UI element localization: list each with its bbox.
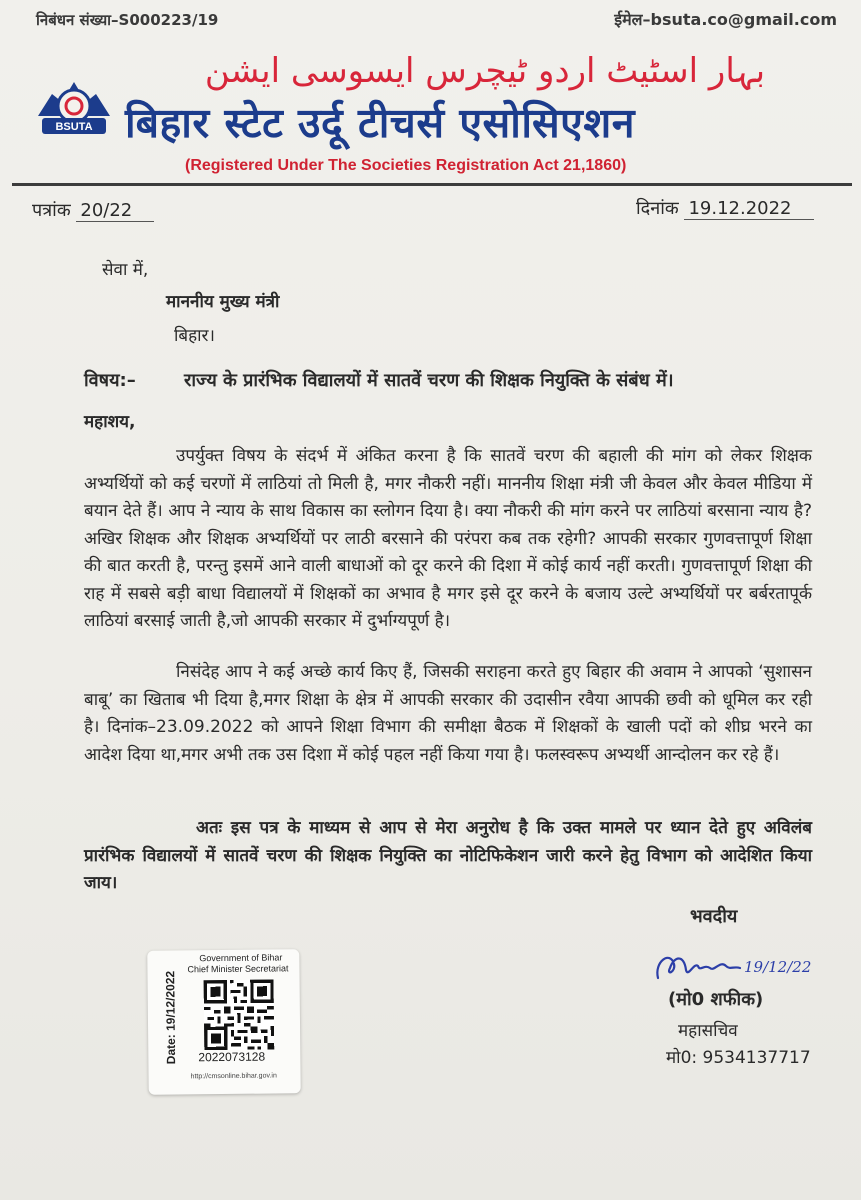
body-paragraph-3: अतः इस पत्र के माध्यम से आप से मेरा अनुरोध है कि उक्त मामले पर ध्यान देते हुए अविलंब प्रारंभिक विद्यालयों में सातवें चरण की शिक्षक नियुक्ति का नोटिफिकेशन जारी करने हेतु विभाग को आदेशित किया जाय।	[84, 818, 812, 893]
signatory-name: (मो0 शफीक)	[668, 989, 764, 1010]
header-divider	[12, 183, 852, 186]
registration-act: (Registered Under The Societies Registration Act 21,1860)	[185, 157, 627, 174]
body-paragraph-2: निसंदेह आप ने कई अच्छे कार्य किए हैं, जिसकी सराहना करते हुए बिहार की अवाम ने आपको ‘सुशासन बाबू’ का खिताब भी दिया है,मगर शिक्षा के क्षेत्र में आपकी सरकार की उदासीन रवैया आपकी छवी को धूमिल कर रही है। दिनांक–23.09.2022 को आपने शिक्षा विभाग की समीक्षा बैठक में शिक्षकों के खाली पदों को शीघ्र भरने का आदेश दिया था,मगर अभी तक उस दिशा में कोई पहल नहीं किया गया है। फलस्वरूप अभ्यर्थी आन्दोलन कर रहे हैं।	[84, 662, 812, 765]
receipt-sticker	[147, 949, 300, 1095]
reference-value: 20/22	[76, 200, 154, 222]
addressee-line-2: माननीय मुख्य मंत्री	[166, 292, 280, 312]
date-label: दिनांक	[636, 198, 679, 219]
org-name-hindi: बिहार स्टेट उर्दू टीचर्स एसोसिएशन	[125, 99, 635, 147]
sticker-gov-line: Government of Bihar	[199, 952, 283, 964]
addressee-line-3: बिहार।	[174, 326, 215, 346]
bsuta-logo	[28, 72, 120, 144]
reference-label: पत्रांक	[32, 200, 71, 221]
sticker-url: http://cmsonline.bihar.gov.in	[190, 1072, 277, 1081]
signature	[640, 942, 820, 992]
reference-number	[32, 198, 154, 222]
subject-text: राज्य के प्रारंभिक विद्यालयों में सातवें चरण की शिक्षक नियुक्ति के संबंध में।	[184, 370, 674, 391]
subject-label: विषय:–	[84, 370, 136, 391]
sticker-secretariat-line: Chief Minister Secretariat	[187, 963, 289, 975]
signature-date: 19/12/22	[744, 958, 812, 976]
mobile-number: मो0: 9534137717	[666, 1048, 811, 1068]
sticker-date: Date: 19/12/2022	[163, 970, 179, 1065]
letter-date	[636, 196, 814, 220]
registration-number: निबंधन संख्या–S000223/19	[36, 11, 219, 29]
org-name-urdu: بہار اسٹیٹ اردو ٹیچرس ایسوسی ایشن	[204, 51, 766, 91]
date-value: 19.12.2022	[684, 198, 813, 220]
salutation: महाशय,	[84, 412, 136, 432]
logo-text: BSUTA	[55, 121, 93, 133]
addressee-line-1: सेवा में,	[102, 260, 149, 280]
qr-code	[204, 979, 275, 1050]
body-paragraph-1: उपर्युक्त विषय के संदर्भ में अंकित करना है कि सातवें चरण की बहाली की मांग को लेकर शिक्षक अभ्यर्थियों को कई चरणों में लाठियां तो मिली है, मगर नौकरी नहीं। माननीय शिक्षा मंत्री जी केवल और केवल मीडिया में बयान देते हैं। आप ने न्याय के साथ विकास का स्लोगन दिया है। क्या नौकरी की मांग करने पर लाठियां बरसाना न्याय है? अखिर शिक्षक और शिक्षक अभ्यर्थियों पर लाठी बरसाने की परंपरा कब तक रहेगी? आपकी सरकार गुणवत्तापूर्ण शिक्षा की बात करती है, परन्तु इसमें आने वाली बाधाओं को दूर करने की दिशा में कोई कार्य नहीं करती। गुणवत्तापूर्ण शिक्षा की राह में सबसे बड़ी बाधा विद्यालयों में शिक्षकों का अभाव है मगर इसे दूर करने के बजाय उल्टे अभ्यर्थियों पर बर्बरतापूर्क लाठियां बरसाई जाती है,जो आपकी सरकार में दुर्भाग्यपूर्ण है।	[84, 446, 812, 631]
closing: भवदीय	[690, 906, 738, 927]
sticker-number: 2022073128	[198, 1049, 266, 1065]
designation: महासचिव	[678, 1021, 738, 1041]
email-address: ईमेल–bsuta.co@gmail.com	[614, 10, 837, 29]
